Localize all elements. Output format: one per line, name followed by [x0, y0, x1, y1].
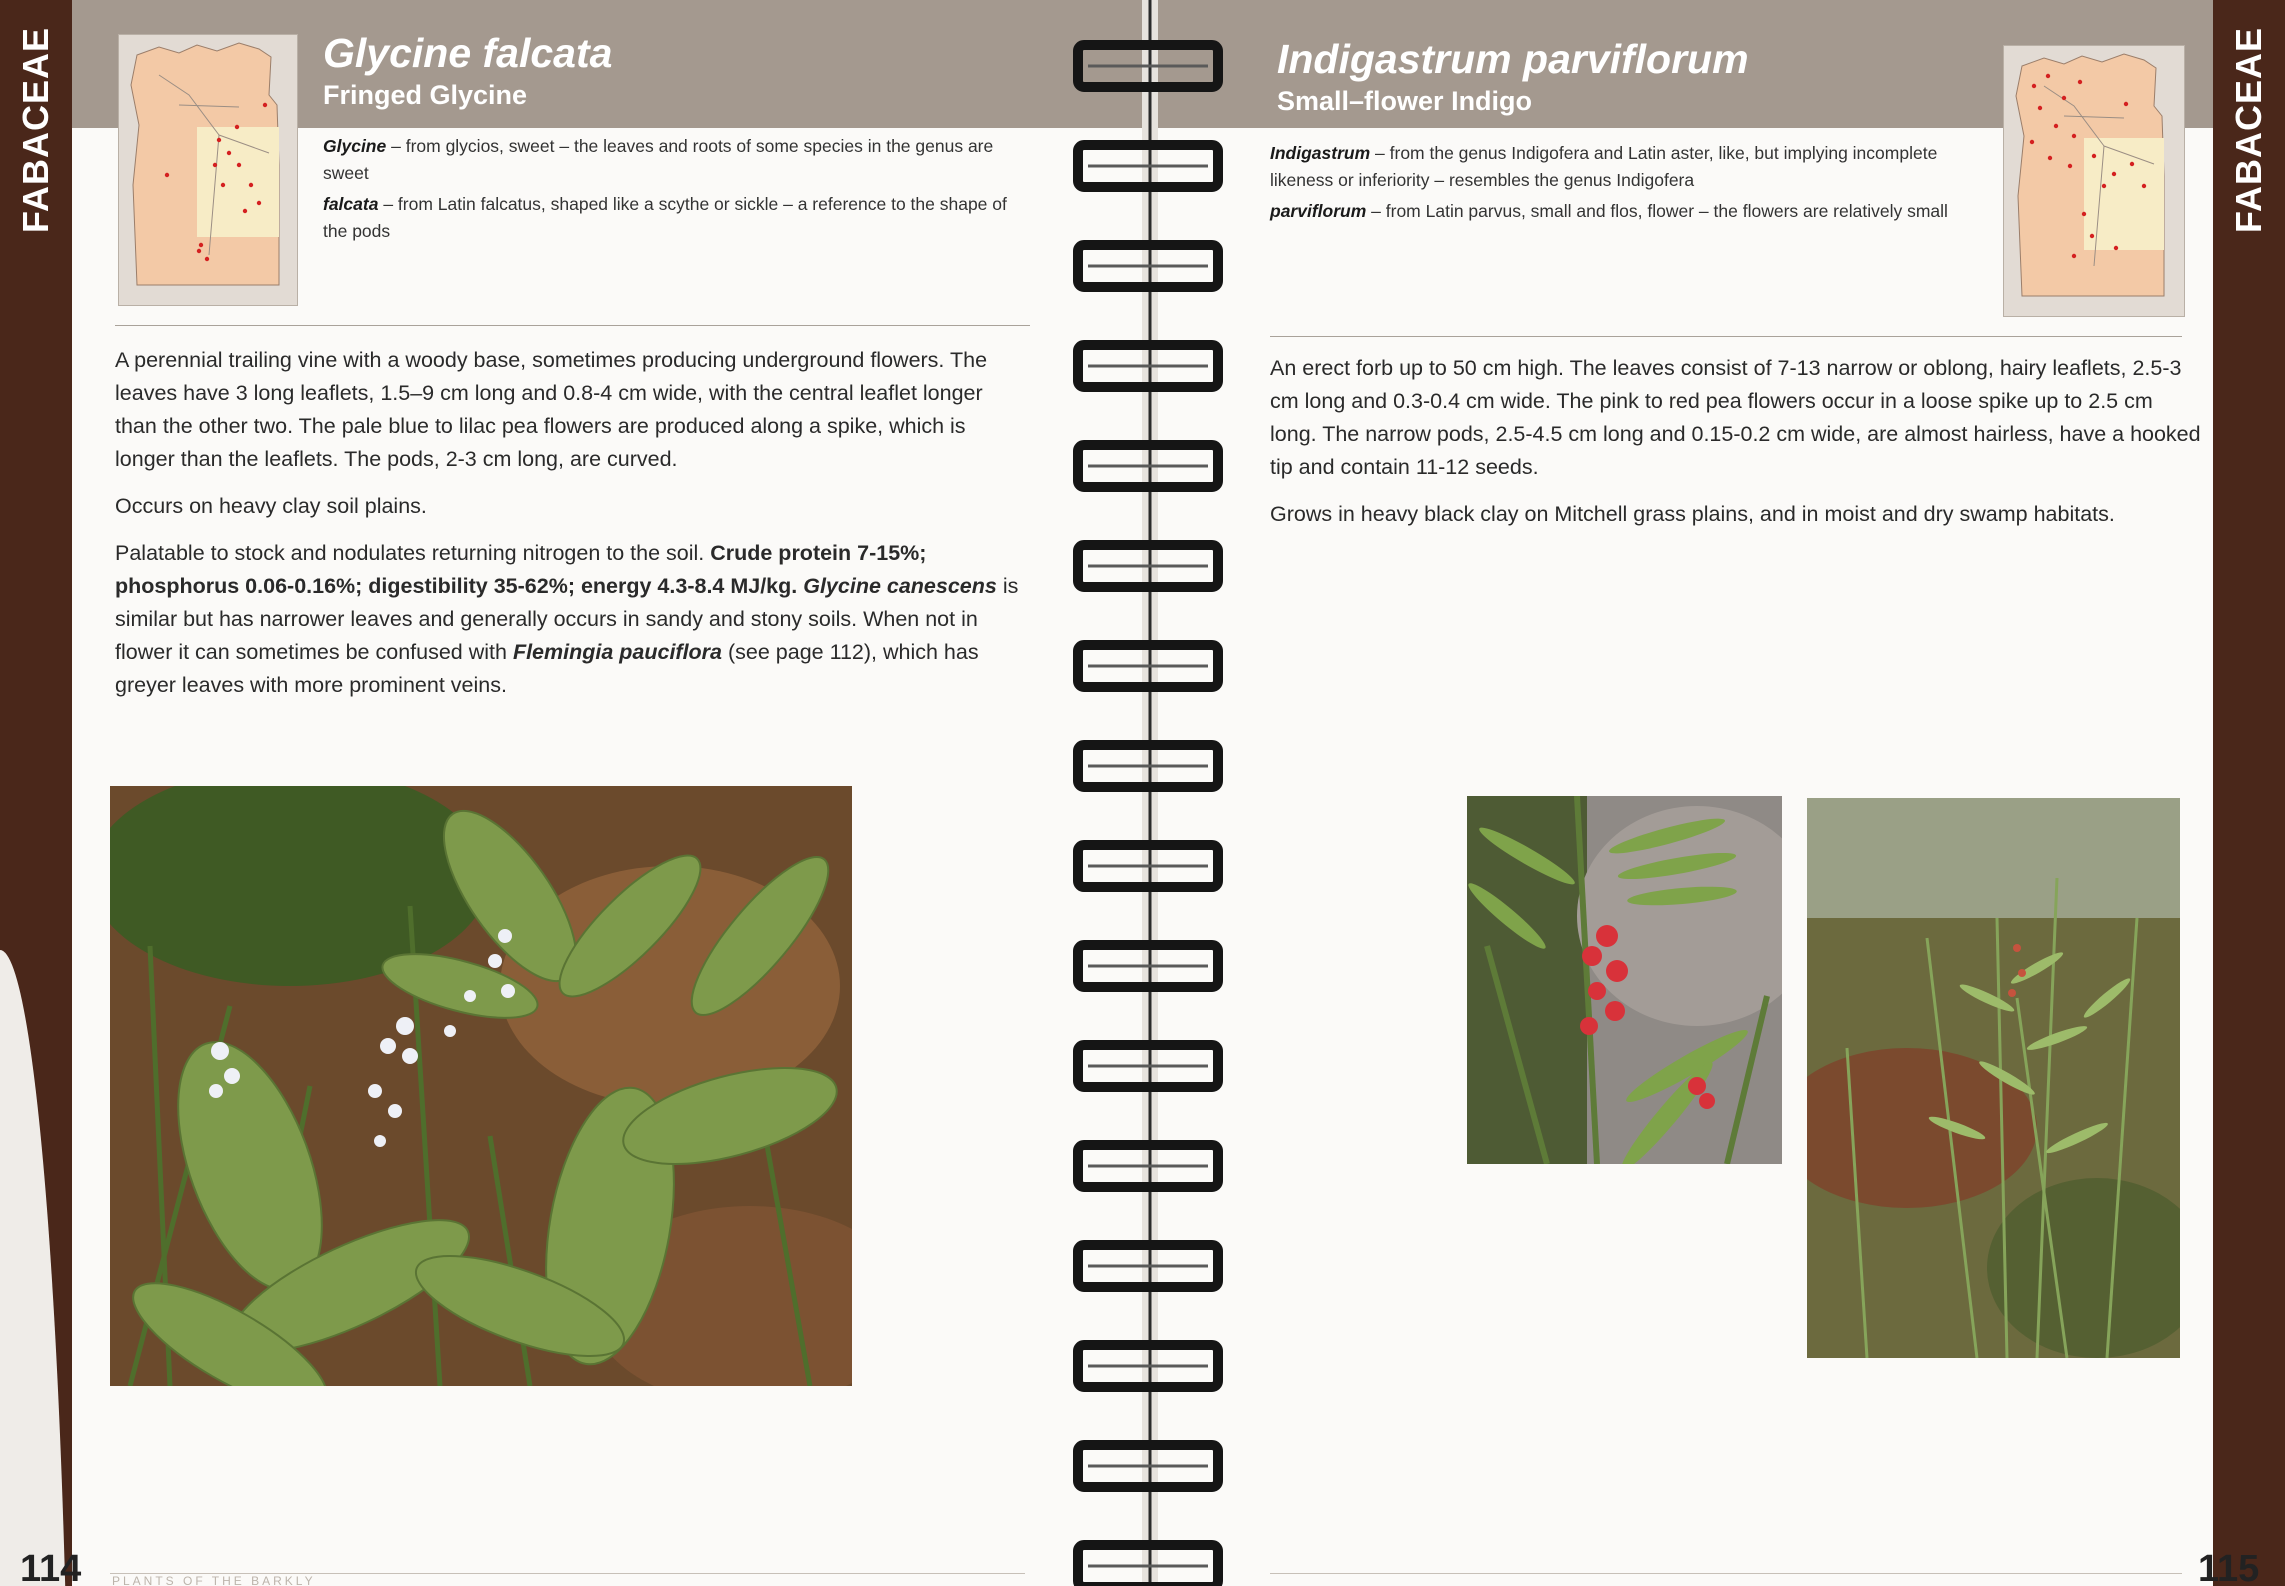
common-name: Small–flower Indigo — [1277, 86, 1533, 116]
habitat-paragraph: Grows in heavy black clay on Mitchell grass plains, and in moist and dry swamp habitats. — [1270, 502, 2115, 526]
family-label: FABACEAE — [15, 26, 56, 234]
description-paragraph: An erect forb up to 50 cm high. The leaves consist of 7-13 narrow or oblong, hairy leaflets, 2.5-3 cm long and 0.3-0.4 cm wide. The pink to red pea flowers occur in a loose spike up to 2.5 cm long. The narrow pods, 2.5-4.5 cm long and 0.15-0.2 cm wide, are almost hairless, have a hooked tip and contain 11-12 seeds. — [1270, 356, 2201, 479]
habitat-paragraph: Occurs on heavy clay soil plains. — [115, 494, 427, 518]
flower-closeup-photo — [1467, 796, 1782, 1164]
left-page — [0, 0, 1110, 1586]
notes-paragraph: Palatable to stock and nodulates returning nitrogen to the soil. Crude protein 7-15%; phosphorus 0.06-0.16%; digestibility 35-62%; energy 4.3-8.4 MJ/kg. Glycine canescens is similar but has narrower leaves and generally occurs in sandy and stony soils. When not in flower it can sometimes be confused with Flemingia pauciflora (see page 112), which has greyer leaves with more prominent veins. — [115, 541, 1019, 697]
plant-habit-photo — [1807, 798, 2180, 1358]
family-edge-strip — [2213, 0, 2285, 1586]
species-title: Indigastrum parviflorum — [1277, 36, 1749, 82]
family-tab — [2213, 26, 2285, 234]
indigastrum-habit-image — [1807, 798, 2180, 1358]
species-description — [115, 344, 1030, 716]
common-name: Fringed Glycine — [323, 80, 528, 110]
distribution-map — [2003, 45, 2185, 317]
distribution-map-icon — [2004, 46, 2184, 316]
plant-photo — [110, 786, 852, 1386]
spiral-binding-icon — [1068, 0, 1228, 1586]
distribution-map — [118, 34, 298, 306]
family-tab — [0, 26, 72, 234]
description-paragraph: A perennial trailing vine with a woody base, sometimes producing underground flowers. The leaves have 3 long leaflets, 1.5–9 cm long and 0.8-4 cm wide, with the central leaflet longer than the other two. The pale blue to lilac pea flowers are produced along a spike, which is longer than the leaflets. The pods, 2-3 cm long, are curved. — [115, 348, 988, 471]
running-footer: PLANTS OF THE BARKLY — [112, 1574, 316, 1586]
species-description — [1270, 352, 2205, 545]
spiral-binding — [1068, 0, 1228, 1586]
family-label: FABACEAE — [2228, 26, 2269, 234]
footer-rule — [1270, 1573, 2182, 1574]
etymology-item: parviflorum – from Latin parvus, small and flos, flower – the flowers are relatively small — [1270, 201, 1948, 221]
etymology — [1270, 140, 1970, 229]
divider — [115, 325, 1030, 326]
indigastrum-closeup-image — [1467, 796, 1782, 1164]
species-title: Glycine falcata — [323, 30, 613, 76]
distribution-map-icon — [119, 35, 297, 305]
page-number: 115 — [2198, 1548, 2260, 1586]
etymology-item: Indigastrum – from the genus Indigofera and Latin aster, like, but implying incomplete likeness or inferiority – resembles the genus Indigofera — [1270, 143, 1938, 190]
etymology — [323, 133, 1013, 249]
page-number: 114 — [20, 1548, 82, 1586]
etymology-item: falcata – from Latin falcatus, shaped like a scythe or sickle – a reference to the shape of the pods — [323, 194, 1007, 241]
right-page — [1110, 0, 2285, 1586]
etymology-item: Glycine – from glycios, sweet – the leaves and roots of some species in the genus are sweet — [323, 136, 994, 183]
glycine-photo-image — [110, 786, 852, 1386]
divider — [1270, 336, 2182, 337]
